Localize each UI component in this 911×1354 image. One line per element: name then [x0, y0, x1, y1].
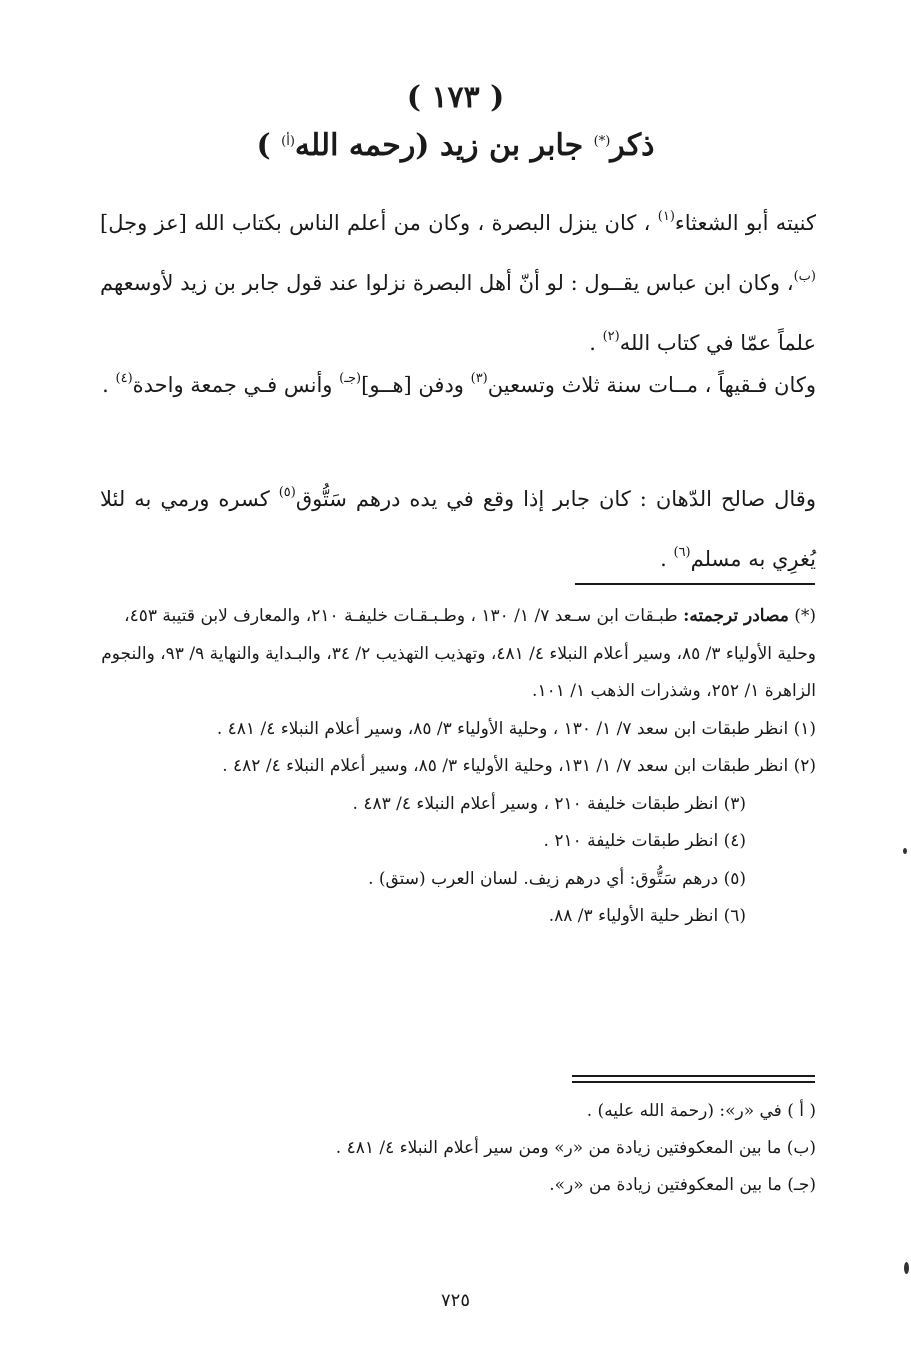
entry-number: ( ١٧٣ ) [406, 80, 505, 115]
body-text-run: . [589, 331, 603, 355]
entry-title [0, 128, 911, 163]
footnote-text: انظر طبقات خليفة ٢١٠ ، وسير أعلام النبلاء ٤/ ٤٨٣ . [352, 793, 724, 814]
body-paragraph-2 [100, 352, 816, 412]
footnote-6 [100, 898, 816, 936]
body-paragraph-3 [100, 466, 816, 586]
footnotes-block [100, 598, 816, 936]
footnote-label: (١) [793, 718, 816, 739]
note-reference: (٥) [278, 485, 296, 500]
footnote-label: (٥) [723, 868, 746, 889]
variant-note-text: ما بين المعكوفتين زيادة من «ر». [549, 1175, 788, 1195]
sources-heading: مصادر ترجمته: [683, 606, 789, 626]
footnote-3 [100, 786, 816, 824]
variant-note-label: (جـ) [787, 1175, 816, 1195]
body-text-run: كنيته أبو الشعثاء [674, 211, 817, 235]
body-text-run: ودفن [هــو] [361, 373, 471, 397]
variant-notes-block [100, 1093, 816, 1204]
note-reference: (جـ) [339, 371, 362, 386]
variant-note-text: في «ر»: (رحمة الله عليه) . [586, 1101, 788, 1121]
body-text-run: ، وكان ابن عباس يقــول : لو أنّ أهل البصرة نزلوا عند قول جابر بن زيد لأوسعهم علماً عمّا في كتاب الله [100, 271, 816, 355]
variant-notes-divider [572, 1075, 815, 1083]
footnote-label: (٦) [723, 906, 746, 926]
footnote-text: انظر طبقات خليفة ٢١٠ . [543, 831, 724, 851]
variant-note-text: ما بين المعكوفتين زيادة من «ر» ومن سير أعلام النبلاء ٤/ ٤٨١ . [335, 1138, 787, 1158]
body-text-run: وكان فـقيهاً ، مــات سنة ثلاث وتسعين [487, 373, 816, 397]
note-reference: (٢) [602, 329, 620, 344]
footnote-text: انظر حلية الأولياء ٣/ ٨٨. [548, 906, 724, 926]
footnote-1 [100, 711, 816, 749]
footnote-divider [575, 583, 815, 585]
body-text-run: ، كان ينزل البصرة ، وكان من أعلم الناس بكتاب الله [عز وجل] [100, 211, 658, 235]
scan-edge-mark [904, 1262, 909, 1274]
footnote-text: انظر طبقات ابن سعد ٧/ ١/ ١٣١، وحلية الأولياء ٣/ ٨٥، وسير أعلام النبلاء ٤/ ٤٨٢ . [222, 756, 794, 776]
footnote-label: (٢) [793, 756, 816, 776]
variant-note-b [100, 1130, 816, 1167]
note-reference: (٦) [673, 545, 691, 560]
body-text-run: . [102, 373, 116, 397]
sources-text: طبـقات ابن سـعد ٧/ ١/ ١٣٠ ، وطـبـقـات خليفـة ٢١٠، والمعارف لابن قتيبة ٤٥٣، وحلية الأولياء ٣/ ٨٥، وسير أعلام النبلاء ٤/ ٤٨١، وتهذيب التهذيب ٢/ ٣٤، والبـداية والنهاية ٩/ ٩٣، والنجوم الزاهرة ١/ ٢٥٢، وشذرات الذهب ١/ ١٠١. [101, 606, 816, 701]
title-prefix: ذكر [610, 128, 655, 163]
variant-note-label: (ب) [786, 1138, 816, 1158]
footnote-label: (٤) [723, 831, 746, 851]
variant-note-label: ( أ ) [787, 1101, 816, 1121]
footnote-5 [100, 861, 816, 899]
body-paragraph-1 [100, 190, 816, 370]
footnote-text: درهم سَتُّوق: أي درهم زيف. لسان العرب (ستق) . [368, 868, 724, 889]
body-text-run: وأنس فـي جمعة واحدة [132, 373, 340, 397]
variant-note-c [100, 1167, 816, 1204]
footnote-label: (٣) [723, 793, 746, 814]
body-text-run: كسره ورمي به لئلا يُغرِي به مسلم [100, 487, 816, 571]
note-reference: (ب) [793, 269, 816, 284]
footnote-2 [100, 748, 816, 786]
body-text-run: وقال صالح الدّهان : كان جابر إذا وقع في يده درهم سَتُّوق [295, 487, 816, 511]
title-note-mark: (أ) [281, 134, 295, 149]
page-number: ٧٢٥ [440, 1290, 470, 1311]
title-name: جابر بن زيد (رحمه الله [294, 128, 594, 163]
note-reference: (٤) [115, 371, 133, 386]
footnote-text: انظر طبقات ابن سعد ٧/ ١/ ١٣٠ ، وحلية الأولياء ٣/ ٨٥، وسير أعلام النبلاء ٤/ ٤٨١ . [216, 718, 794, 739]
note-reference: (١) [657, 209, 675, 224]
sources-label: (*) [794, 606, 816, 626]
title-star-mark: (*) [593, 134, 611, 149]
variant-note-a [100, 1093, 816, 1130]
scan-edge-mark [903, 848, 907, 854]
footnote-4 [100, 823, 816, 861]
title-close: ) [256, 128, 282, 163]
note-reference: (٣) [470, 371, 488, 386]
body-text-run: . [660, 547, 674, 571]
sources-note [100, 598, 816, 711]
